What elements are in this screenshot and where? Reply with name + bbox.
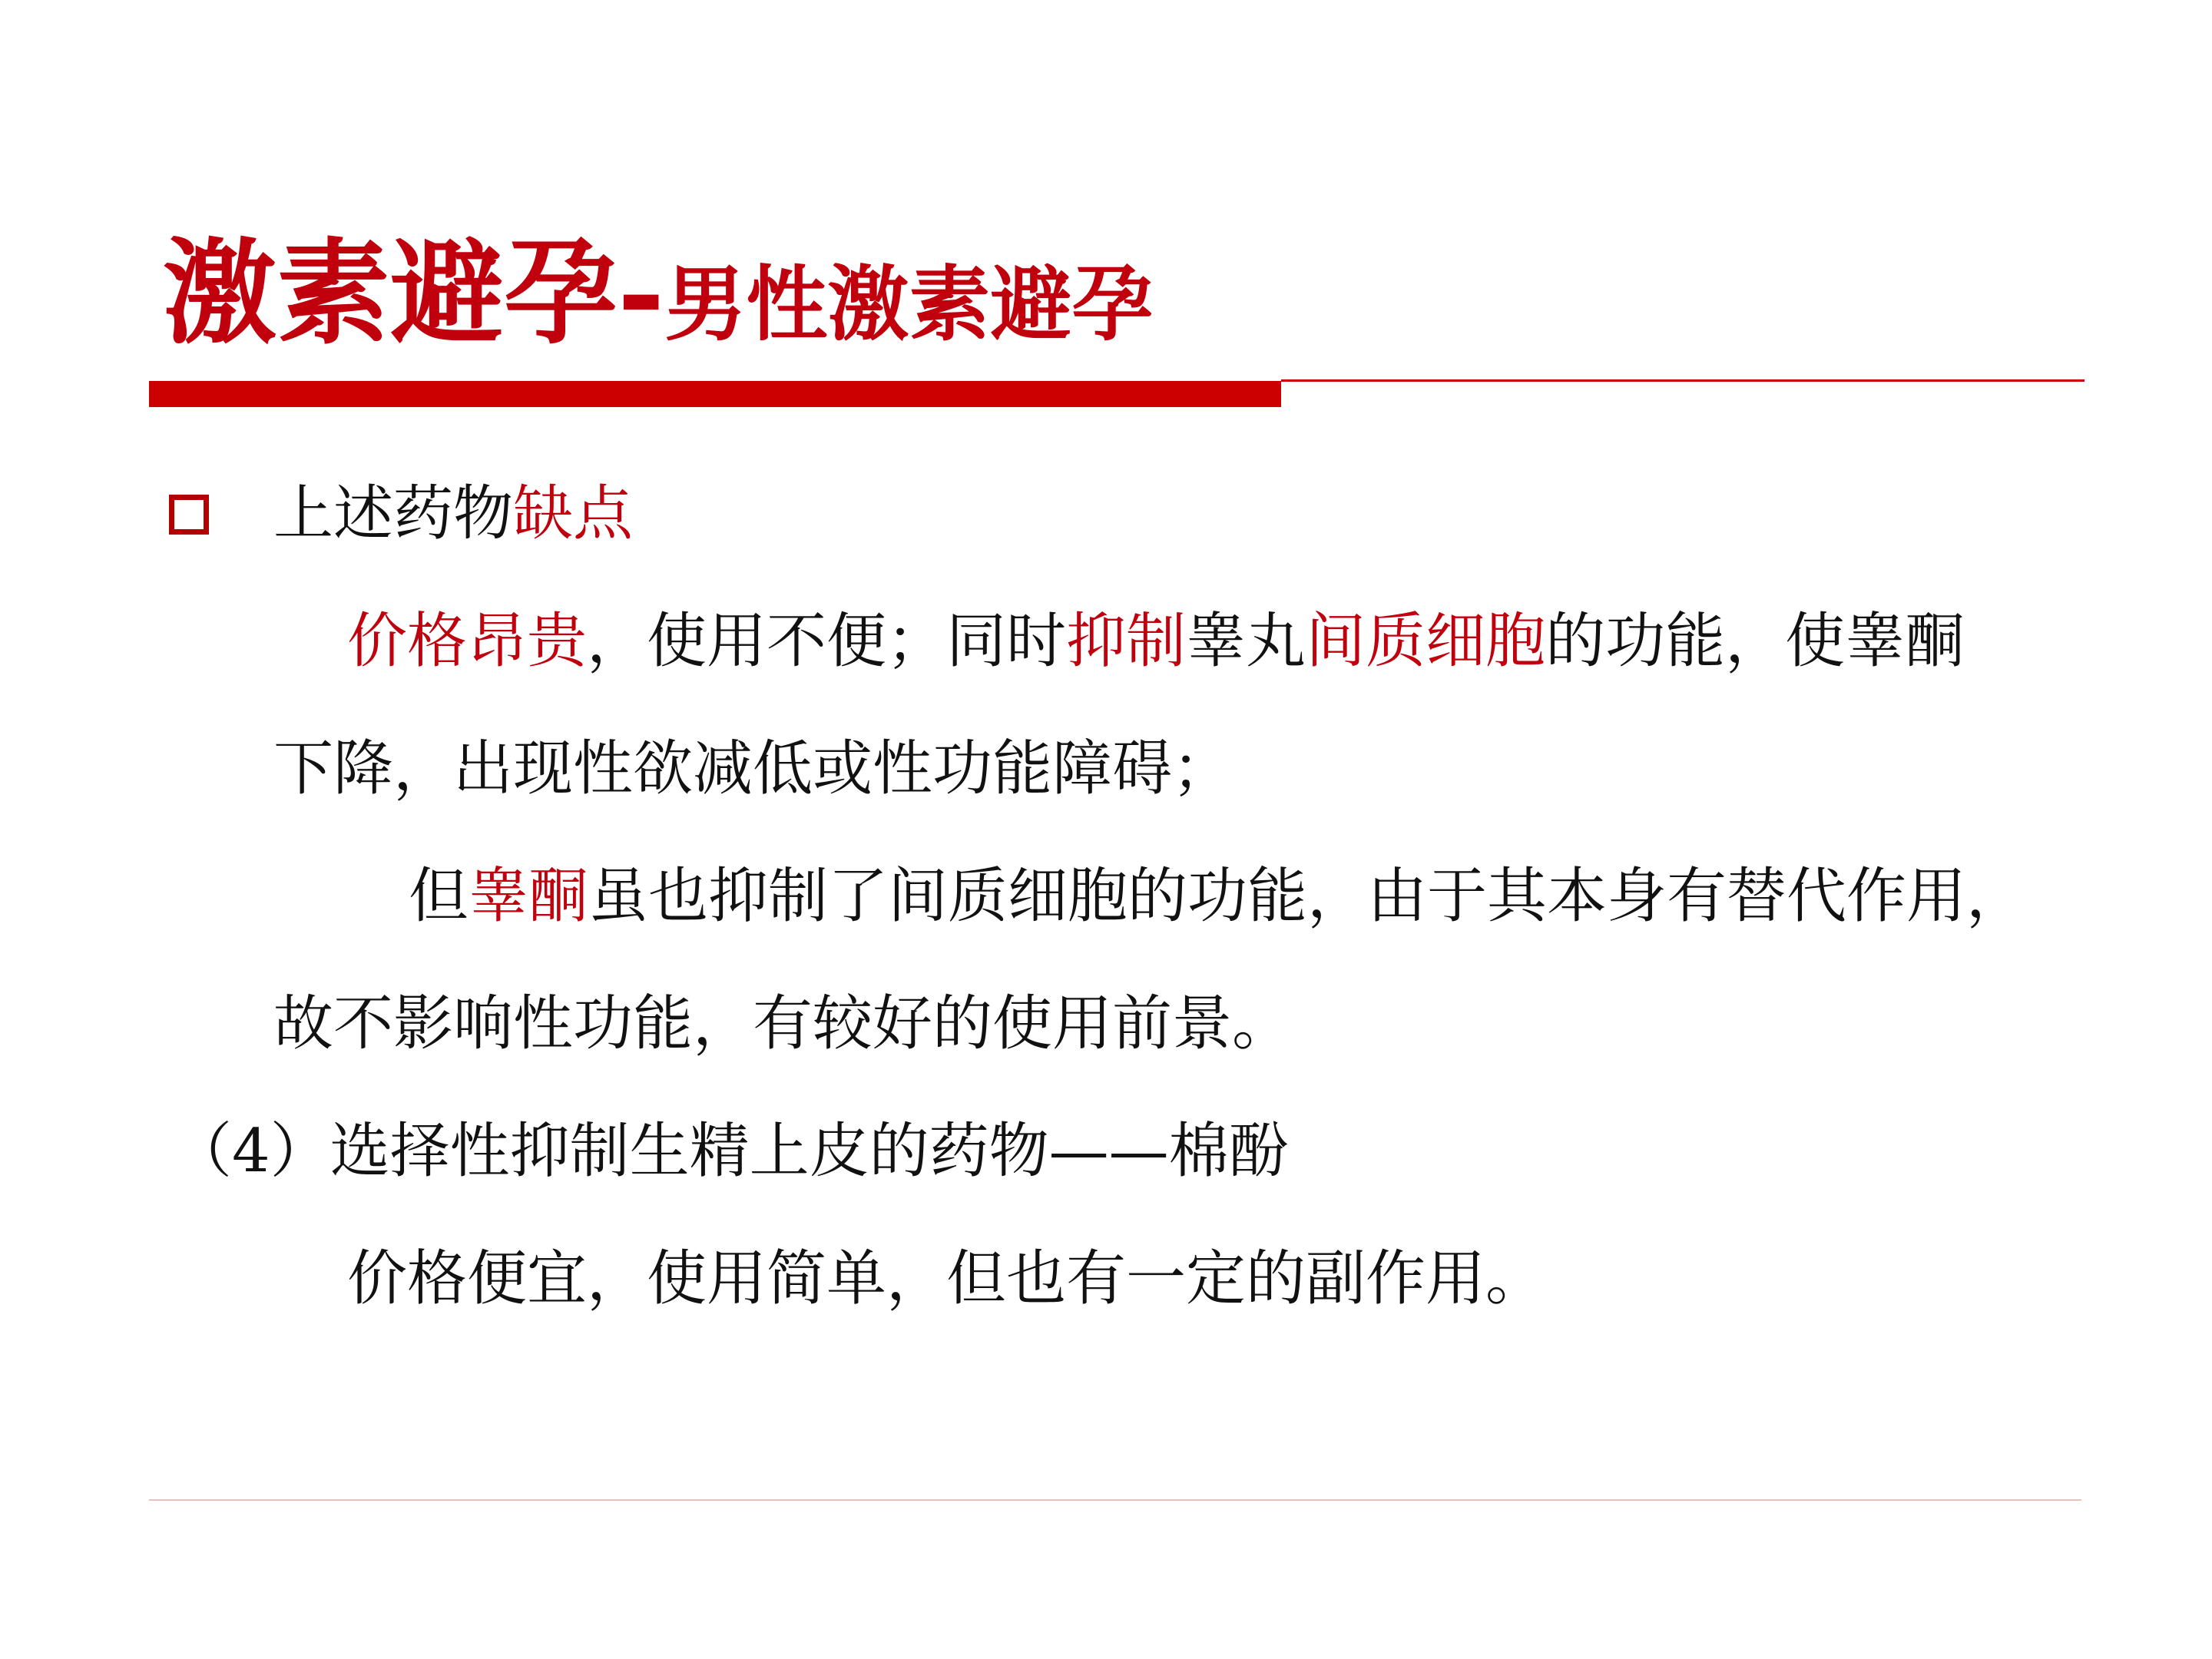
para1-line2: 下降，出现性欲减低或性功能障碍；	[273, 734, 1233, 803]
para1-line1	[347, 607, 1965, 676]
item4-heading: （4）选择性抑制生精上皮的药物——棉酚	[172, 1117, 1289, 1186]
square-bullet-icon	[169, 495, 209, 535]
slide-title	[163, 226, 1154, 359]
title-underline-thin	[1281, 379, 2085, 382]
item4-description: 价格便宜，使用简单，但也有一定的副作用。	[347, 1244, 1546, 1313]
bullet-highlight: 缺点	[513, 479, 634, 548]
title-underline-thick	[149, 381, 1281, 407]
text-segment: ，使用不便；同时	[587, 607, 1067, 676]
text-segment: 的功能，使睾酮	[1545, 607, 1965, 676]
footer-divider	[149, 1499, 2081, 1501]
text-segment: 虽也抑制了间质细胞的功能，由于其本身有替代作用，	[588, 862, 2027, 931]
para2-line1	[409, 862, 2027, 931]
bullet-text: 上述药物	[273, 479, 514, 548]
highlight-testosterone: 睾酮	[469, 862, 589, 931]
text-segment: 但	[409, 862, 469, 931]
title-sub: 男性激素避孕	[664, 256, 1154, 352]
para2-line2: 故不影响性功能，有较好的使用前景。	[273, 989, 1293, 1058]
title-main: 激素避孕-	[163, 226, 665, 359]
highlight-interstitial-cells: 间质细胞	[1306, 607, 1546, 676]
bullet-heading	[273, 479, 634, 548]
text-segment: 睾丸	[1186, 607, 1306, 676]
highlight-price: 价格昂贵	[347, 607, 588, 676]
highlight-inhibit: 抑制	[1066, 607, 1187, 676]
